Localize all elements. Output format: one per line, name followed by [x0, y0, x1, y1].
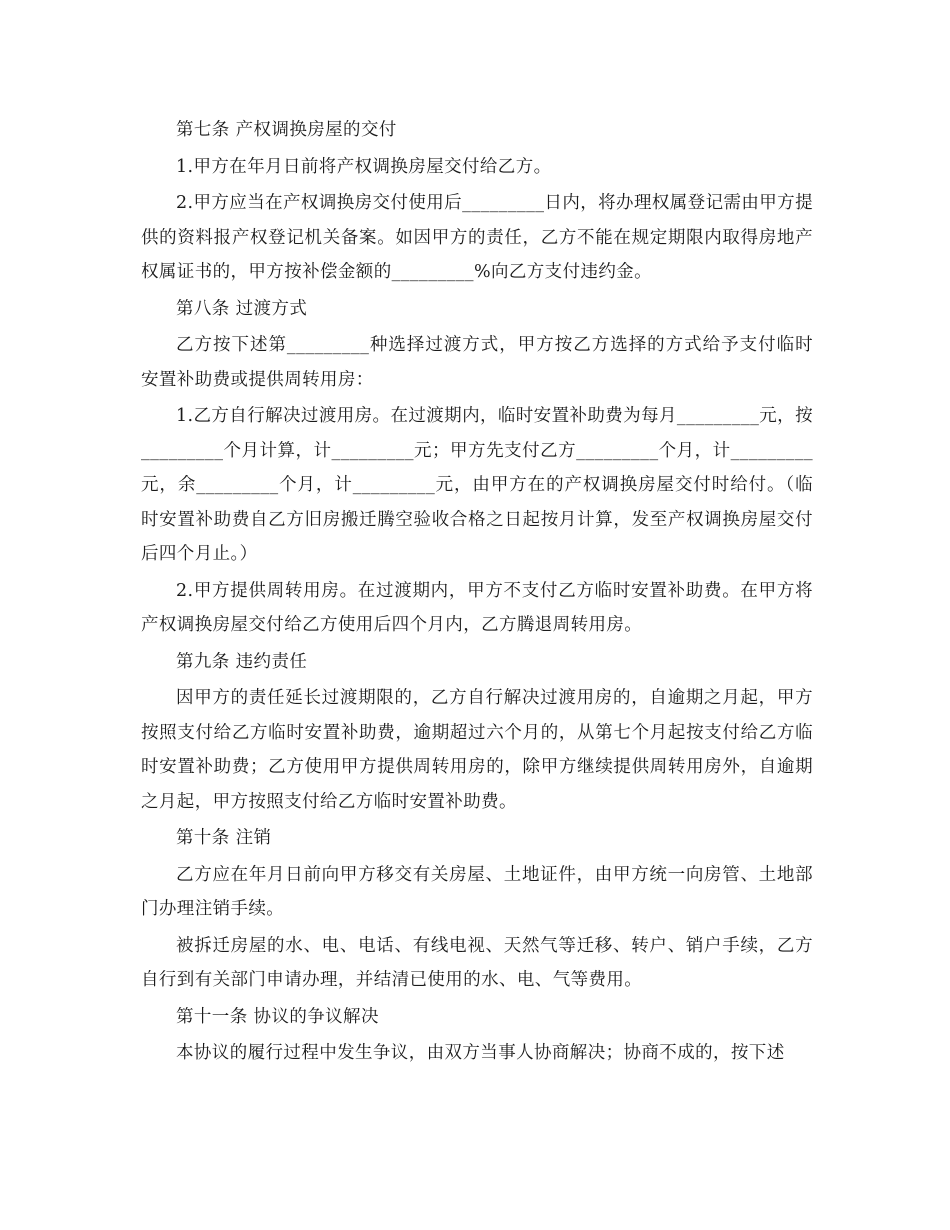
- article-10-body-2: 被拆迁房屋的水、电、电话、有线电视、天然气等迁移、转户、销户手续，乙方自行到有关部门申请办理，并结清已使用的水、电、气等费用。: [141, 935, 813, 990]
- article-8-intro: 乙方按下述第_________种选择过渡方式，甲方按乙方选择的方式给予支付临时安置补助费或提供周转用房：: [141, 335, 813, 390]
- article-10-heading: 第十条 注销: [176, 828, 272, 848]
- article-8-clause-2: 2.甲方提供周转用房。在过渡期内，甲方不支付乙方临时安置补助费。在甲方将产权调换房屋交付给乙方使用后四个月内，乙方腾退周转用房。: [141, 580, 813, 635]
- article-11-body: 本协议的履行过程中发生争议，由双方当事人协商解决；协商不成的，按下述: [176, 1043, 785, 1063]
- article-8-heading: 第八条 过渡方式: [176, 298, 308, 319]
- article-11-heading: 第十一条 协议的争议解决: [176, 1006, 379, 1027]
- article-9-heading: 第九条 违约责任: [176, 651, 308, 672]
- article-8-clause-1: 1.乙方自行解决过渡用房。在过渡期内，临时安置补助费为每月_________元，按_________个月计算，计_________元；甲方先支付乙方_________个月，计_________元，余_________个月，计_________元，由甲方在的产权调换房屋交付时给付。（临时安置补助费自乙方旧房搬迁腾空验收合格之日起按月计算，发至产权调换房屋交付后四个月止。）: [141, 406, 813, 564]
- article-7-clause-1: 1.甲方在年月日前将产权调换房屋交付给乙方。: [176, 156, 552, 177]
- article-7-heading: 第七条 产权调换房屋的交付: [176, 120, 397, 140]
- article-10-body-1: 乙方应在年月日前向甲方移交有关房屋、土地证件，由甲方统一向房管、土地部门办理注销手续。: [141, 864, 813, 919]
- article-7-clause-2: 2.甲方应当在产权调换房交付使用后_________日内，将办理权属登记需由甲方提供的资料报产权登记机关备案。如因甲方的责任，乙方不能在规定期限内取得房地产权属证书的，甲方按补偿金额的_________%向乙方支付违约金。: [141, 193, 813, 282]
- document-body: [141, 113, 813, 1073]
- article-9-body: 因甲方的责任延长过渡期限的，乙方自行解决过渡用房的，自逾期之月起，甲方按照支付给乙方临时安置补助费，逾期超过六个月的，从第七个月起按支付给乙方临时安置补助费；乙方使用甲方提供周转用房的，除甲方继续提供周转用房外，自逾期之月起，甲方按照支付给乙方临时安置补助费。: [141, 688, 813, 812]
